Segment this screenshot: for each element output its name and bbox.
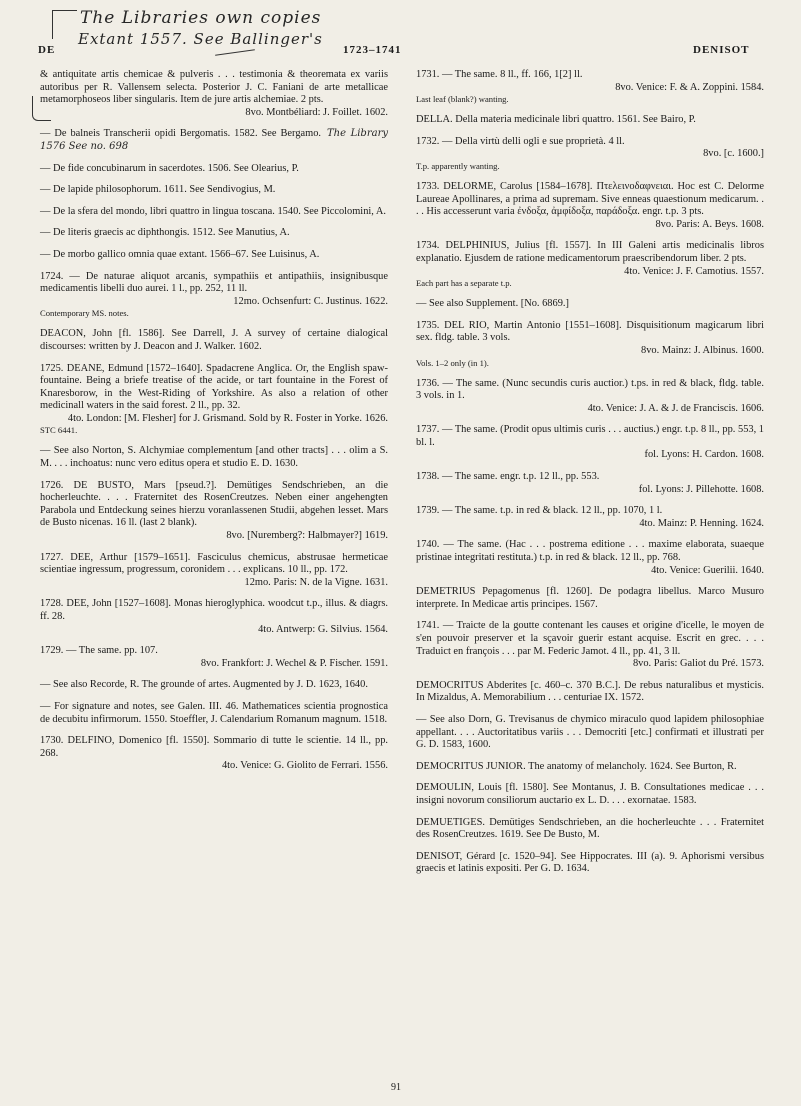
catalogue-entry xyxy=(40,552,388,590)
catalogue-entry xyxy=(416,680,764,705)
handwritten-annotation: The Library 1576 See no. 698 xyxy=(40,128,389,152)
entry-text: 1738. — The same. engr. t.p. 12 ll., pp. 553. xyxy=(416,471,600,483)
handwritten-note-line-2: Extant 1557. See Ballinger's xyxy=(78,30,323,48)
catalogue-entry xyxy=(416,505,764,530)
catalogue-entry xyxy=(40,445,388,470)
catalogue-entry xyxy=(416,240,764,289)
entry-text: — De morbo gallico omnia quae extant. 1566–67. See Luisinus, A. xyxy=(40,248,320,260)
entry-imprint: 8vo. Paris: Galiot du Pré. 1573. xyxy=(632,658,764,670)
entry-note: Contemporary MS. notes. xyxy=(40,308,129,319)
entry-text: DELLA. Della materia medicinale libri quattro. 1561. See Bairo, P. xyxy=(416,114,696,126)
entry-text: 1737. — The same. (Prodit opus ultimis curis . . . auctius.) engr. t.p. 8 ll., pp. 553, 1 bl. l. xyxy=(416,424,764,448)
catalogue-entry xyxy=(416,782,764,807)
running-head-range: 1723–1741 xyxy=(343,44,402,56)
entry-text: 1735. DEL RIO, Martin Antonio [1551–1608]. Disquisitionum magicarum libri sex. fldg. table. 3 vols. xyxy=(416,319,764,344)
entry-imprint: 8vo. Montbéliard: J. Foillet. 1602. xyxy=(245,106,388,118)
entry-text: DEMOCRITUS JUNIOR. The anatomy of melancholy. 1624. See Burton, R. xyxy=(416,760,737,772)
entry-imprint: 8vo. Mainz: J. Albinus. 1600. xyxy=(641,344,764,356)
catalogue-entry xyxy=(416,424,764,462)
entry-text: 1734. DELPHINIUS, Julius [fl. 1557]. In III Galeni artis medicinalis libros explanatio. Ejusdem de ratione medicamentorum praescribendorum liber. 2 pts. xyxy=(416,240,764,264)
entry-text: 1732. — Della virtù delli ogli e sue proprietà. 4 ll. xyxy=(416,135,625,147)
entry-text: 1733. DELORME, Carolus [1584–1678]. Πτελεινοδαφνειαι. Hoc est C. Delorme Laureae Apollinares, a prima ad supremam. Sive enneas quaestionum medicarum. . . . His accesserunt varia ἐνδοξα, ἀμφίδοξα, παράδοξα. engr. t.p. 3 pts. xyxy=(416,180,764,218)
catalogue-entry xyxy=(40,735,388,773)
entry-text: 1726. DE BUSTO, Mars [pseud.?]. Demütiges Sendschrieben, an die hocherleuchte. . . . Fraternitet des RosenCreutzes. Neben einer angehengten Parabola und Entdeckung seines hierzu voranlassenen Studii, abgehen lesset. Mars de Busto nicenas. 16 ll. (last 2 blank). xyxy=(40,479,388,529)
catalogue-entry xyxy=(416,851,764,876)
entry-text: DEMOCRITUS Abderites [c. 460–c. 370 B.C.]. De rebus naturalibus et mysticis. In Mizaldus, A. Memorabilium . . . centuriae IX. 1572. xyxy=(416,679,764,704)
entry-text: 1728. DEE, John [1527–1608]. Monas hieroglyphica. woodcut t.p., illus. & diagrs. ff. 28. xyxy=(40,598,388,622)
entry-note: Last leaf (blank?) wanting. xyxy=(416,94,509,105)
catalogue-entry xyxy=(40,701,388,726)
catalogue-entry xyxy=(416,181,764,231)
entry-imprint: 8vo. Venice: F. & A. Zoppini. 1584. xyxy=(615,81,764,93)
running-head-right: DENISOT xyxy=(693,44,750,56)
catalogue-entry xyxy=(40,206,388,219)
entry-text: 1741. — Traicte de la goutte contenant les causes et origine d'icelle, le moyen de s'en pouvoir preserver et la sçavoir guerir estant acquise. Escrit en grec. . . . Traduict en françois . . . par M. Federic Jamot. 4 ll., pp. 41, 3 ll. xyxy=(416,620,764,657)
catalogue-entry xyxy=(40,271,388,320)
catalogue-entry xyxy=(416,817,764,842)
entry-imprint: 8vo. [c. 1600.] xyxy=(703,148,764,160)
entry-imprint: 12mo. Paris: N. de la Vigne. 1631. xyxy=(244,576,388,588)
entry-note: STC 6441. xyxy=(40,425,78,436)
catalogue-entry xyxy=(416,320,764,369)
entry-text: DEACON, John [fl. 1586]. See Darrell, J. A survey of certaine dialogical discourses: written by J. Deacon and J. Walker. 1602. xyxy=(40,328,388,352)
entry-imprint: fol. Lyons: H. Cardon. 1608. xyxy=(644,449,764,461)
catalogue-entry xyxy=(40,679,388,692)
entry-text: 1725. DEANE, Edmund [1572–1640]. Spadacrene Anglica. Or, the English spaw-fountaine. Being a briefe treatise of the acide, or tart fountaine in the Forest of Knaresborow, in the West-Riding of Yorkshire. As also a relation of other medicinall waters in the said forest. 2 ll., pp. 32. xyxy=(40,362,388,412)
entry-imprint: 12mo. Ochsenfurt: C. Justinus. 1622. xyxy=(233,295,388,307)
entry-note: Vols. 1–2 only (in 1). xyxy=(416,357,489,368)
entry-text: 1739. — The same. t.p. in red & black. 12 ll., pp. 1070, 1 l. xyxy=(416,505,663,517)
entry-imprint: 4to. Venice: G. Giolito de Ferrari. 1556. xyxy=(221,760,388,772)
entry-imprint: 4to. Mainz: P. Henning. 1624. xyxy=(639,517,764,529)
entry-text: 1730. DELFINO, Domenico [fl. 1550]. Sommario di tutte le scientie. 14 ll., pp. 268. xyxy=(40,735,388,759)
catalogue-entry xyxy=(40,128,388,153)
catalogue-entry xyxy=(416,471,764,496)
entry-imprint: 8vo. Paris: A. Beys. 1608. xyxy=(655,218,764,230)
catalogue-entry xyxy=(40,163,388,176)
entry-text: 1731. — The same. 8 ll., ff. 166, 1[2] ll. xyxy=(416,69,583,80)
entry-text: — For signature and notes, see Galen. III. 46. Mathematices scientia prognostica de decubitu infirmorum. 1550. Stoeffler, J. Calendarium Romanum magnum. 1518. xyxy=(40,700,388,725)
entry-imprint: 4to. Venice: J. F. Camotius. 1557. xyxy=(624,265,764,277)
entry-imprint: 4to. Venice: Guerilii. 1640. xyxy=(651,564,764,576)
catalogue-entry xyxy=(40,598,388,636)
entry-text: — De literis graecis ac diphthongis. 1512. See Manutius, A. xyxy=(40,227,290,239)
catalogue-entry xyxy=(40,69,388,119)
catalogue-entry xyxy=(40,645,388,670)
catalogue-entry xyxy=(40,249,388,262)
left-column xyxy=(40,69,388,782)
entry-note: T.p. apparently wanting. xyxy=(416,160,500,171)
handwritten-underline-mark xyxy=(215,49,255,56)
catalogue-entry xyxy=(416,298,764,311)
entry-text: — De lapide philosophorum. 1611. See Sendivogius, M. xyxy=(40,184,276,196)
entry-imprint: 8vo. [Nuremberg?: Halbmayer?] 1619. xyxy=(226,530,388,542)
entry-text: DENISOT, Gérard [c. 1520–94]. See Hippocrates. III (a). 9. Aphorismi versibus graecis et latinis expositi. Per G. D. 1634. xyxy=(416,850,764,875)
entry-text: 1727. DEE, Arthur [1579–1651]. Fasciculus chemicus, abstrusae hermeticae scientiae ingressum, progressum, coronidem . . . explicans. 10 ll., pp. 172. xyxy=(40,551,388,576)
entry-text: — See also Norton, S. Alchymiae complementum [and other tracts] . . . olim a S. M. . . . inchoatus: nunc vero editus opera et studio E. D. 1630. xyxy=(40,445,388,470)
entry-text: DEMOULIN, Louis [fl. 1580]. See Montanus, J. B. Consultationes medicae . . . insigni novorum consiliorum auctario ex L. D. . . . exornatae. 1583. xyxy=(416,782,764,806)
entry-text: DEMETRIUS Pepagomenus [fl. 1260]. De podagra libellus. Marco Musuro interprete. In Medicae artis principes. 1567. xyxy=(416,586,764,610)
entry-text: 1724. — De naturae aliquot arcanis, sympathiis et antipathiis, insignibusque medicamentis libelli duo aurei. 1 l., pp. 252, 11 ll. xyxy=(40,270,388,295)
entry-text: DEMUETIGES. Demütiges Sendschrieben, an die hocherleuchte . . . Fraternitet des RosenCreutzes. 1619. See De Busto, M. xyxy=(416,816,764,841)
entry-text: 1736. — The same. (Nunc secundis curis auctior.) t.ps. in red & black, fldg. table. 3 vols. in 1. xyxy=(416,377,764,402)
entry-text: 1729. — The same. pp. 107. xyxy=(40,645,158,657)
catalogue-entry xyxy=(40,328,388,353)
entry-text: — See also Supplement. [No. 6869.] xyxy=(416,298,569,310)
entry-text: — De balneis Transcherii opidi Bergomatis. 1582. See Bergamo. xyxy=(40,128,322,140)
entry-imprint: 4to. Antwerp: G. Silvius. 1564. xyxy=(258,623,388,635)
catalogue-entry xyxy=(416,69,764,105)
catalogue-entry xyxy=(40,363,388,437)
catalogue-entry xyxy=(416,620,764,670)
entry-imprint: 4to. Venice: J. A. & J. de Franciscis. 1606. xyxy=(587,402,764,414)
catalogue-entry xyxy=(416,378,764,416)
entry-imprint: 8vo. Frankfort: J. Wechel & P. Fischer. 1591. xyxy=(200,657,388,669)
entry-text: — See also Dorn, G. Trevisanus de chymico miraculo quod lapidem philosophiae appellant. . . . Auctoritatibus variis . . . Democriti [etc.] confirmati et illustrati per G. D. 1583, 1600. xyxy=(416,713,764,751)
page-number: 91 xyxy=(391,1082,401,1093)
entry-imprint: 4to. London: [M. Flesher] for J. Grismand. Sold by R. Foster in Yorke. 1626. xyxy=(67,412,388,424)
entry-text: — See also Recorde, R. The grounde of artes. Augmented by J. D. 1623, 1640. xyxy=(40,679,368,691)
catalogue-entry xyxy=(416,114,764,127)
running-head-left: DE xyxy=(38,44,56,56)
entry-text: 1740. — The same. (Hac . . . postrema editione . . . maxime elaborata, suaeque pristinae integritati restituta.) t.p. in red & black. 12 ll., pp. 768. xyxy=(416,539,764,564)
catalogue-entry xyxy=(40,184,388,197)
catalogue-entry xyxy=(416,586,764,611)
catalogue-entry xyxy=(40,480,388,543)
catalogue-entry xyxy=(416,136,764,172)
entry-text: — De fide concubinarum in sacerdotes. 1506. See Olearius, P. xyxy=(40,162,299,174)
right-column xyxy=(416,69,764,885)
handwritten-bracket-mark xyxy=(52,10,77,39)
entry-text: — De la sfera del mondo, libri quattro in lingua toscana. 1540. See Piccolomini, A. xyxy=(40,205,386,217)
catalogue-entry xyxy=(416,539,764,577)
entry-note: Each part has a separate t.p. xyxy=(416,278,512,289)
entry-imprint: fol. Lyons: J. Pillehotte. 1608. xyxy=(638,483,764,495)
catalogue-entry xyxy=(416,761,764,774)
handwritten-note-line-1: The Libraries own copies xyxy=(80,8,322,28)
catalogue-entry xyxy=(416,714,764,752)
catalogue-entry xyxy=(40,227,388,240)
entry-text: & antiquitate artis chemicae & pulveris . . . testimonia & theoremata ex variis autoribus per R. Vallensem selecta. Posterior J. C. Faniani de arte metallicae metamorphoseos liber singularis. Item de jure artis alchemiae. 2 pts. xyxy=(40,69,388,106)
